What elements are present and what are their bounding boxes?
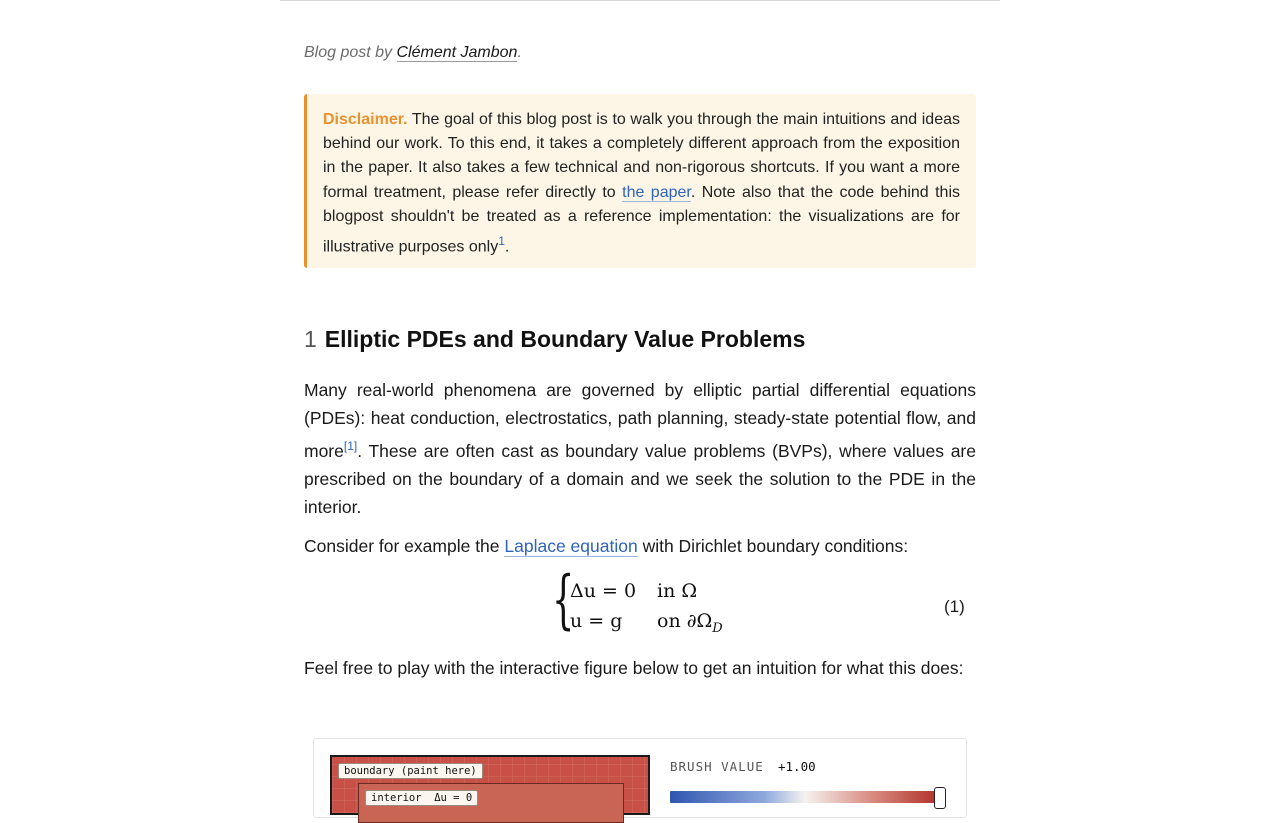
equation-brace: { xyxy=(552,563,575,637)
eq-row1-left: Δu = 0 xyxy=(570,580,637,602)
p2-text-2: with Dirichlet boundary conditions: xyxy=(637,536,909,556)
slider-thumb[interactable] xyxy=(934,787,946,809)
byline-suffix: . xyxy=(517,44,522,61)
byline xyxy=(304,44,522,62)
section-number: 1 xyxy=(304,326,317,352)
author-link[interactable]: Clément Jambon xyxy=(396,44,518,61)
paint-canvas[interactable] xyxy=(330,755,650,815)
p2-text-1: Consider for example the xyxy=(304,536,505,556)
interior-region[interactable] xyxy=(358,783,624,823)
byline-prefix: Blog post by xyxy=(304,44,397,61)
eq-row2-right xyxy=(657,610,723,636)
section-title: Elliptic PDEs and Boundary Value Problems xyxy=(324,326,806,352)
interior-tag: interior Δu = 0 xyxy=(365,790,478,806)
disclaimer-text-3: . xyxy=(504,238,510,256)
p1-text-1: Many real-world phenomena are governed by elliptic partial differential equations (PDEs): heat conduction, electrostatics, path planning, steady-state potential flow, and more xyxy=(304,380,976,461)
paragraph-intro xyxy=(304,376,976,521)
p1-text-2: . These are often cast as boundary value problems (BVPs), where values are prescribed on the boundary of a domain and we seek the solution to the PDE in the interior. xyxy=(304,440,976,517)
section-heading xyxy=(304,326,805,353)
disclaimer-box xyxy=(304,94,976,268)
disclaimer-label: Disclaimer. xyxy=(323,111,408,128)
boundary-tag: boundary (paint here) xyxy=(338,763,483,779)
interactive-figure xyxy=(313,738,967,818)
equation-number: (1) xyxy=(944,597,965,616)
paragraph-figure-intro: Feel free to play with the interactive figure below to get an intuition for what this does: xyxy=(304,658,964,678)
top-divider xyxy=(280,0,1000,1)
disclaimer-text-1: The goal of this blog post is to walk you through the main intuitions and ideas behind our work. To this end, it takes a completely different approach from the exposition in the paper. It also takes a few technical and non-rigorous shortcuts. If you want a more formal treatment, please refer directly to xyxy=(323,111,960,201)
disclaimer-text-2: . Note also that the code behind this blogpost shouldn't be treated as a reference implementation: the visualizations are for illustrative purposes only xyxy=(323,183,961,256)
brush-value-readout: +1.00 xyxy=(778,759,816,774)
brush-value-label: BRUSH VALUE xyxy=(670,759,764,774)
citation-ref[interactable]: [1] xyxy=(343,439,358,453)
eq-row2-right-main: on ∂Ω xyxy=(657,610,713,632)
eq-row2-subscript: D xyxy=(712,620,723,636)
eq-row2-left: u = g xyxy=(570,610,623,632)
paragraph-laplace xyxy=(304,532,976,560)
eq-row1-right: in Ω xyxy=(657,580,698,602)
brush-slider[interactable] xyxy=(670,791,940,803)
footnote-ref[interactable]: 1 xyxy=(498,234,505,249)
paper-link[interactable]: the paper xyxy=(622,183,691,201)
laplace-link[interactable]: Laplace equation xyxy=(504,536,638,556)
equation-block xyxy=(552,563,752,640)
